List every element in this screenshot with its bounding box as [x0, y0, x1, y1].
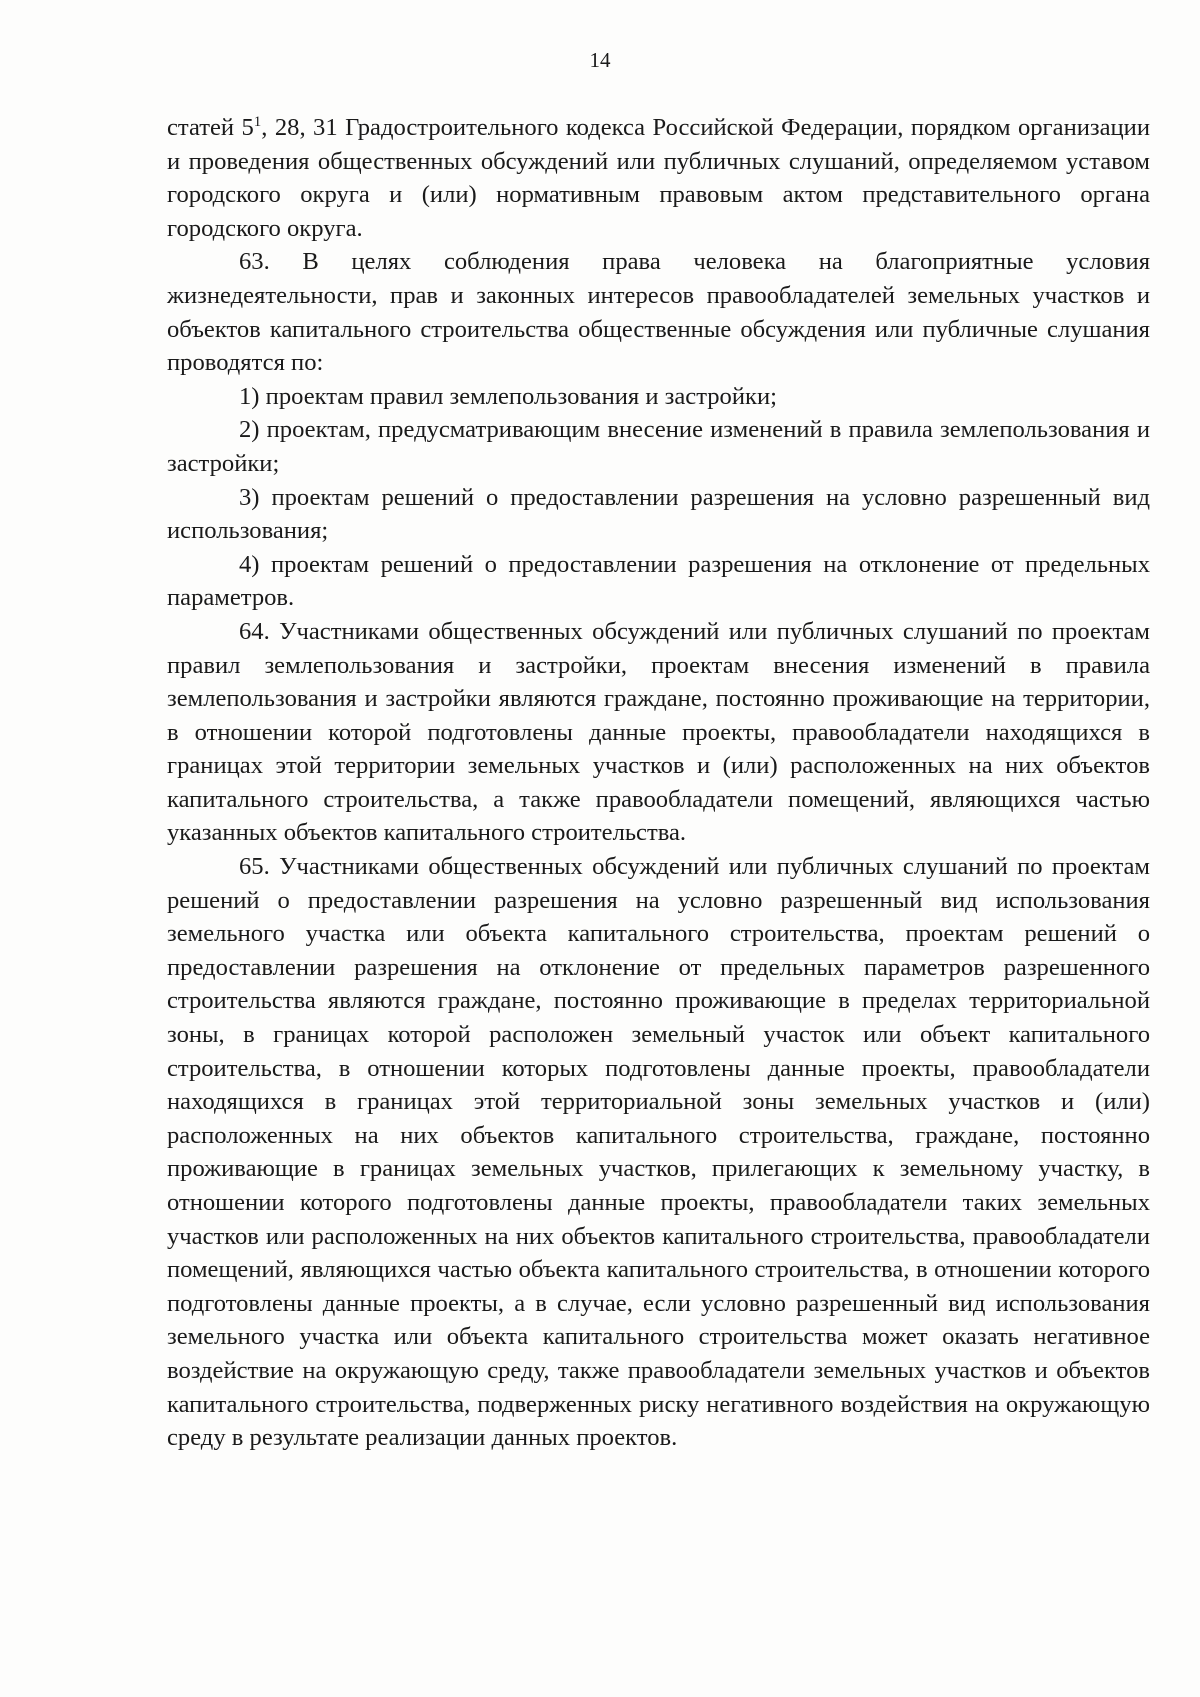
list-item-number: 1) — [239, 382, 260, 410]
list-item-text: проектам, предусматривающим внесение изменений в правила землепользования и застройки; — [167, 416, 1150, 477]
paragraph-continuation — [167, 111, 1150, 245]
paragraph-number: 65. — [239, 853, 270, 881]
list-item-63-1 — [167, 380, 1150, 414]
paragraph-number: 64. — [239, 617, 270, 645]
list-item-63-3 — [167, 481, 1150, 548]
list-item-number: 3) — [239, 483, 260, 511]
document-body — [167, 111, 1150, 1455]
paragraph-64 — [167, 615, 1150, 850]
page-number: 14 — [589, 48, 611, 72]
list-item-number: 2) — [239, 416, 260, 444]
superscript: 1 — [253, 113, 262, 130]
list-item-63-2 — [167, 413, 1150, 480]
list-item-text: проектам правил землепользования и застройки; — [265, 382, 777, 410]
paragraph-text: Участниками общественных обсуждений или публичных слушаний по проектам правил землепользования и застройки, проектам внесения изменений в правила землепользования и застройки являются граждане, постоянно проживающие на территории, в отношении которой подготовлены данные проекты, правообладатели находящихся в границах этой территории земельных участков и (или) расположенных на них объектов капитального строительства, а также правообладатели помещений, являющихся частью указанных объектов капитального строительства. — [167, 617, 1150, 847]
list-item-number: 4) — [239, 550, 260, 578]
list-item-text: проектам решений о предоставлении разрешения на условно разрешенный вид использования; — [167, 483, 1150, 545]
paragraph-text: В целях соблюдения права человека на благоприятные условия жизнедеятельности, прав и законных интересов правообладателей земельных участков и объектов капитального строительства общественные обсуждения или публичные слушания проводятся по: — [167, 248, 1151, 377]
paragraph-63 — [167, 245, 1150, 379]
paragraph-text: Участниками общественных обсуждений или публичных слушаний по проектам решений о предоставлении разрешения на условно разрешенный вид использования земельного участка или объекта капитального строительства, проектам решений о предоставлении разрешения на отклонение от предельных параметров разрешенного строительства являются граждане, постоянно проживающие в пределах территориальной зоны, в границах которой расположен земельный участок или объект капитального строительства, в отношении которых подготовлены данные проекты, правообладатели находящихся в границах этой территориальной зоны земельных участков и (или) расположенных на них объектов капитального строительства, граждане, постоянно проживающие в границах земельных участков, прилегающих к земельному участку, в отношении которого подготовлены данные проекты, правообладатели таких земельных участков или расположенных на них объектов капитального строительства, правообладатели помещений, являющихся частью объекта капитального строительства, в отношении которого подготовлены данные проекты, а в случае, если условно разрешенный вид использования земельного участка или объекта капитального строительства может оказать негативное воздействие на окружающую среду, также правообладатели земельных участков и объектов капитального строительства, подверженных риску негативного воздействия на окружающую среду в результате реализации данных проектов. — [167, 853, 1150, 1452]
paragraph-text: статей 5 — [167, 114, 254, 141]
paragraph-65 — [167, 850, 1150, 1455]
paragraph-number: 63. — [239, 248, 270, 276]
paragraph-text: , 28, 31 Градостроительного кодекса Российской Федерации, порядком организации и проведения общественных обсуждений или публичных слушаний, определяемом уставом городского округа и (или) нормативным правовым актом представительного органа городского округа. — [167, 114, 1151, 242]
list-item-text: проектам решений о предоставлении разрешения на отклонение от предельных параметров. — [167, 550, 1150, 612]
list-item-63-4 — [167, 548, 1150, 615]
